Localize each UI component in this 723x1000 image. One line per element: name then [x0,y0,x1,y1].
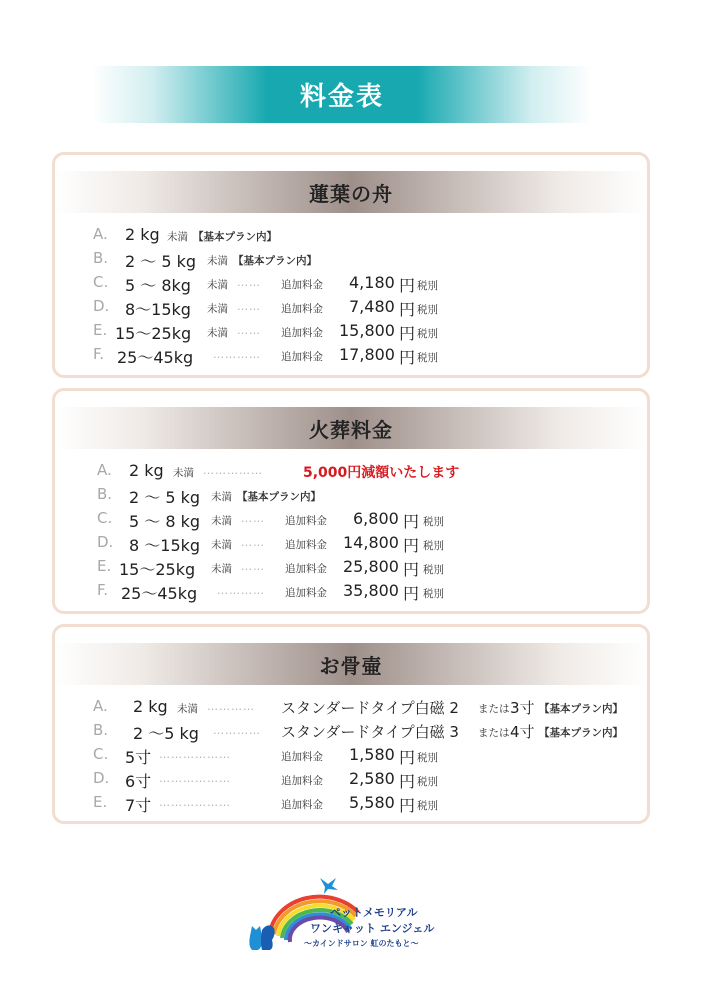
row-description-size: 3寸 [510,699,535,717]
row-dots: ………… [217,584,265,597]
row-yen: 円 [399,276,416,295]
row-letter: D. [97,533,114,551]
row-suffix: 未満 [173,467,194,479]
row-tax: 税別 [417,776,438,788]
row-dots: ………… [213,724,261,737]
row-suffix: 未満 [167,231,188,243]
row-weight: 15～25kg [119,560,196,579]
row-suffix: 未満 [177,703,198,715]
table-row [55,719,647,743]
table-row [55,555,647,579]
row-weight: 5 ～ 8kg [125,276,191,295]
table-row [55,223,647,247]
company-logo [240,870,455,960]
row-weight: 8～15kg [125,300,191,319]
price-rows [55,695,647,815]
row-label: 追加料金 [285,539,327,551]
row-label: 追加料金 [285,587,327,599]
panel-header [55,407,647,449]
row-price: 5,580 [349,793,395,812]
table-row [55,247,647,271]
panel-urn [52,624,650,824]
row-yen: 円 [403,536,420,555]
row-tax: 税別 [423,588,444,600]
row-letter: C. [93,745,109,763]
row-weight: 2 ～5 kg [133,724,199,743]
row-suffix: 未満 [207,303,228,315]
row-tax: 税別 [417,752,438,764]
row-description-or: または [478,703,510,715]
row-tax: 税別 [417,352,438,364]
row-letter: E. [97,557,112,575]
row-price: 35,800 [343,581,399,600]
row-yen: 円 [399,796,416,815]
row-letter: C. [97,509,113,527]
row-price: 6,800 [353,509,399,528]
row-dots: …………… [203,464,263,477]
row-yen: 円 [399,748,416,767]
row-bracket: 【基本プラン内】 [539,727,623,739]
row-bracket: 【基本プラン内】 [539,703,623,715]
table-row [55,459,647,483]
row-bracket: 【基本プラン内】 [193,231,277,243]
row-suffix: 未満 [211,563,232,575]
row-label: 追加料金 [281,303,323,315]
row-yen: 円 [403,560,420,579]
row-dots: …… [241,560,265,573]
row-description-or: または [478,727,510,739]
row-price: 7,480 [349,297,395,316]
row-price: 25,800 [343,557,399,576]
row-yen: 円 [399,772,416,791]
row-label: 追加料金 [281,775,323,787]
row-letter: B. [93,249,109,267]
row-weight: 6寸 [125,772,152,791]
row-suffix: 未満 [207,255,228,267]
table-row [55,507,647,531]
row-tax: 税別 [417,328,438,340]
row-bracket: 【基本プラン内】 [237,491,321,503]
row-letter: A. [97,461,112,479]
row-label: 追加料金 [281,327,323,339]
discount-notice: 5,000円減額いたします [303,465,460,481]
logo-line-3: 〜カインドサロン 虹のたもと〜 [304,939,419,948]
row-tax: 税別 [417,304,438,316]
row-dots: …… [241,512,265,525]
row-weight: 25～45kg [121,584,198,603]
row-yen: 円 [403,512,420,531]
title-band [92,66,592,123]
row-price: 1,580 [349,745,395,764]
row-letter: C. [93,273,109,291]
row-letter: B. [97,485,113,503]
row-weight: 5寸 [125,748,152,767]
row-description: スタンダードタイプ白磁 2 [281,699,459,717]
table-row [55,483,647,507]
row-price: 14,800 [343,533,399,552]
row-bracket: 【基本プラン内】 [233,255,317,267]
logo-line-2: ワンキャット エンジェル [310,922,435,935]
table-row [55,791,647,815]
row-price: 15,800 [339,321,395,340]
row-dots: …… [237,324,261,337]
row-weight: 7寸 [125,796,152,815]
row-letter: F. [93,345,104,363]
panel-header [55,643,647,685]
row-weight: 2 ～ 5 kg [129,488,201,507]
row-dots: …… [241,536,265,549]
row-price: 4,180 [349,273,395,292]
row-yen: 円 [399,300,416,319]
row-dots: ……………… [159,748,231,761]
row-suffix: 未満 [207,279,228,291]
table-row [55,343,647,367]
price-rows [55,223,647,367]
row-yen: 円 [399,348,416,367]
row-dots: ……………… [159,796,231,809]
row-weight: 5 ～ 8 kg [129,512,201,531]
table-row [55,767,647,791]
table-row [55,531,647,555]
row-price: 17,800 [339,345,395,364]
table-row [55,695,647,719]
row-label: 追加料金 [281,751,323,763]
row-weight: 2 kg [125,225,160,244]
row-letter: F. [97,581,108,599]
section-heading: お骨壷 [319,653,383,678]
panel-hasuha-no-fune [52,152,650,378]
table-row [55,295,647,319]
page-title: 料金表 [299,82,384,112]
row-tax: 税別 [423,516,444,528]
row-weight: 25～45kg [117,348,194,367]
row-dots: ………… [213,348,261,361]
row-suffix: 未満 [211,515,232,527]
row-letter: E. [93,321,108,339]
row-weight: 2 kg [129,461,164,480]
row-yen: 円 [399,324,416,343]
row-suffix: 未満 [211,539,232,551]
row-letter: D. [93,769,110,787]
row-description: スタンダードタイプ白磁 3 [281,723,459,741]
row-dots: ……………… [159,772,231,785]
row-yen: 円 [403,584,420,603]
row-weight: 2 kg [133,697,168,716]
row-price: 2,580 [349,769,395,788]
table-row [55,271,647,295]
row-dots: …… [237,276,261,289]
row-label: 追加料金 [281,351,323,363]
logo-line-1: ペットメモリアル [330,906,418,919]
section-heading: 蓮葉の舟 [309,181,393,206]
row-label: 追加料金 [281,799,323,811]
row-letter: B. [93,721,109,739]
price-rows [55,459,647,603]
row-dots: ………… [207,700,255,713]
row-label: 追加料金 [281,279,323,291]
row-label: 追加料金 [285,515,327,527]
table-row [55,319,647,343]
row-letter: A. [93,697,108,715]
section-heading: 火葬料金 [309,417,393,442]
row-tax: 税別 [417,800,438,812]
row-dots: …… [237,300,261,313]
row-letter: A. [93,225,108,243]
table-row [55,743,647,767]
table-row [55,579,647,603]
panel-cremation-fee [52,388,650,614]
row-suffix: 未満 [211,491,232,503]
row-tax: 税別 [417,280,438,292]
panel-header [55,171,647,213]
row-letter: D. [93,297,110,315]
row-weight: 15～25kg [115,324,192,343]
row-letter: E. [93,793,108,811]
row-suffix: 未満 [207,327,228,339]
row-tax: 税別 [423,540,444,552]
row-description-size: 4寸 [510,723,535,741]
row-tax: 税別 [423,564,444,576]
row-weight: 8 ～15kg [129,536,201,555]
row-weight: 2 ～ 5 kg [125,252,197,271]
row-label: 追加料金 [285,563,327,575]
